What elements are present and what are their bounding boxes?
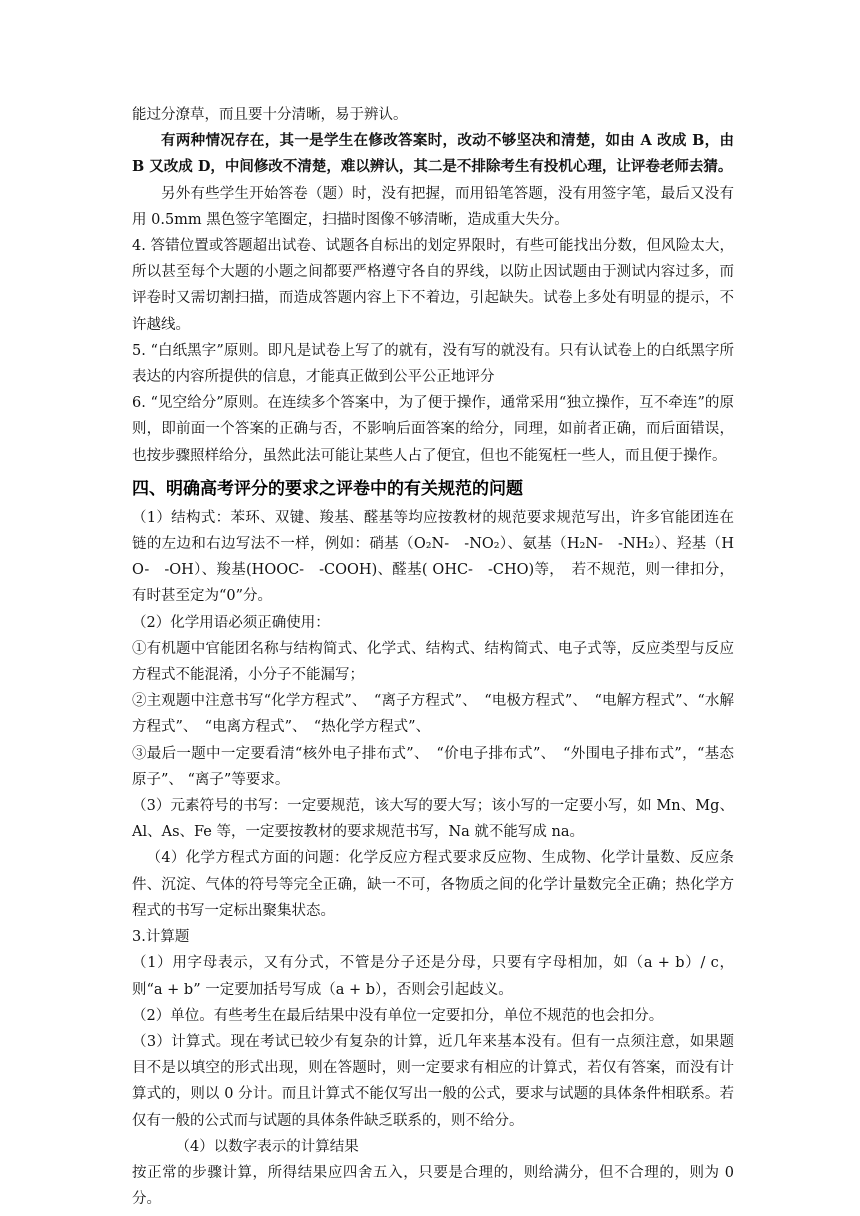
paragraph-calculation-title: 3.计算题 — [132, 929, 190, 946]
paragraph-calculation-formula: （3）计算式。现在考试已较少有复杂的计算，近几年来基本没有。但有一点须注意，如果题目不是以填空的形式出现，则在答题时，则一定要求有相应的计算式，若仅有答案，而没有计算式的，则以 0 分计。而且计算式不能仅写出一般的公式，要求与试题的具体条件相联系。若仅有一般的公式而与试题的具体条件缺乏联系的，则不给分。 — [132, 1033, 734, 1129]
paragraph-item-5-white-paper-rule: 5. “白纸黑字”原则。即凡是试卷上写了的就有，没有写的就没有。只有认试卷上的白纸黑字所表达的内容所提供的信息，才能真正做到公平公正地评分 — [132, 342, 734, 386]
paragraph-chemistry-terms-title: （2）化学用语必须正确使用： — [132, 614, 330, 631]
paragraph-organic-functional-groups: ①有机题中官能团名称与结构简式、化学式、结构式、结构简式、电子式等，反应类型与反应方程式不能混淆，小分子不能漏写； — [132, 640, 734, 684]
paragraph-pencil-answers: 另外有些学生开始答卷（题）时，没有把握，而用铅笔答题，没有用签字笔，最后又没有用 0.5mm 黑色签字笔圈定，扫描时图像不够清晰，造成重大失分。 — [132, 185, 734, 228]
paragraph-letters-and-fractions: （1）用字母表示，又有分式，不管是分子还是分母，只要有字母相加，如（a + b）/ c，则“a + b” 一定要加括号写成（a + b），否则会引起歧义。 — [132, 955, 734, 998]
section-heading-4: 四、明确高考评分的要求之评卷中的有关规范的问题 — [132, 478, 523, 499]
paragraph-units: （2）单位。有些考生在最后结果中没有单位一定要扣分，单位不规范的也会扣分。 — [132, 1007, 664, 1024]
paragraph-item-4-answer-position: 4. 答错位置或答题超出试卷、试题各自标出的划定界限时，有些可能找出分数，但风险太大，所以甚至每个大题的小题之间都要严格遵守各自的界线，以防止因试题由于测试内容过多，而评卷时又需切割扫描，而造成答题内容上下不着边，引起缺失。试卷上多处有明显的提示，不许越线。 — [132, 238, 734, 333]
paragraph-numeric-result-title: （4）以数字表示的计算结果 — [175, 1138, 359, 1155]
paragraph-two-situations: 有两种情况存在，其一是学生在修改答案时，改动不够坚决和清楚，如由 A 改成 B，由 B 又改成 D，中间修改不清楚，难以辨认，其二是不排除考生有投机心理，让评卷老师去猜。 — [132, 132, 734, 176]
paragraph-item-6-blank-scoring-rule: 6. “见空给分”原则。在连续多个答案中，为了便于操作，通常采用“独立操作，互不牵连”的原则，即前面一个答案的正确与否，不影响后面答案的给分，同理，如前者正确，而后面错误，也按步骤照样给分，虽然此法可能让某些人占了便宜，但也不能冤枉一些人，而且便于操作。 — [132, 395, 734, 464]
paragraph-legibility-end: 能过分潦草，而且要十分清晰，易于辨认。 — [132, 107, 408, 123]
paragraph-electron-configuration: ③最后一题中一定要看清“核外电子排布式”、 “价电子排布式”、 “外围电子排布式”，“基态原子”、 “离子”等要求。 — [132, 745, 734, 788]
paragraph-structural-formula: （1）结构式：苯环、双键、羧基、醛基等均应按教材的规范要求规范写出，许多官能团连在链的左边和右边写法不一样，例如：硝基（O₂N- -NO₂）、氨基（H₂N- -NH₂）、羟基（HO- -OH）、羧基(HOOC- -COOH)、醛基( OHC- -CHO)等， 若不规范，则一律扣分，有时甚至定为“0”分。 — [132, 509, 734, 605]
paragraph-rounding: 按正常的步骤计算，所得结果应四舍五入，只要是合理的，则给满分，但不合理的，则为 0 分。 — [132, 1164, 734, 1208]
paragraph-chemical-equations: （4）化学方程式方面的问题：化学反应方程式要求反应物、生成物、化学计量数、反应条件、沉淀、气体的符号等完全正确，缺一不可，各物质之间的化学计量数完全正确；热化学方程式的书写一定标出聚集状态。 — [132, 850, 734, 919]
paragraph-equation-types: ②主观题中注意书写“化学方程式”、 “离子方程式”、 “电极方程式”、 “电解方程式”、“水解方程式”、 “电离方程式”、 “热化学方程式”、 — [132, 693, 734, 736]
paragraph-element-symbols: （3）元素符号的书写：一定要规范，该大写的要大写；该小写的一定要小写，如 Mn、Mg、Al、As、Fe 等，一定要按教材的要求规范书写，Na 就不能写成 na。 — [132, 798, 734, 841]
